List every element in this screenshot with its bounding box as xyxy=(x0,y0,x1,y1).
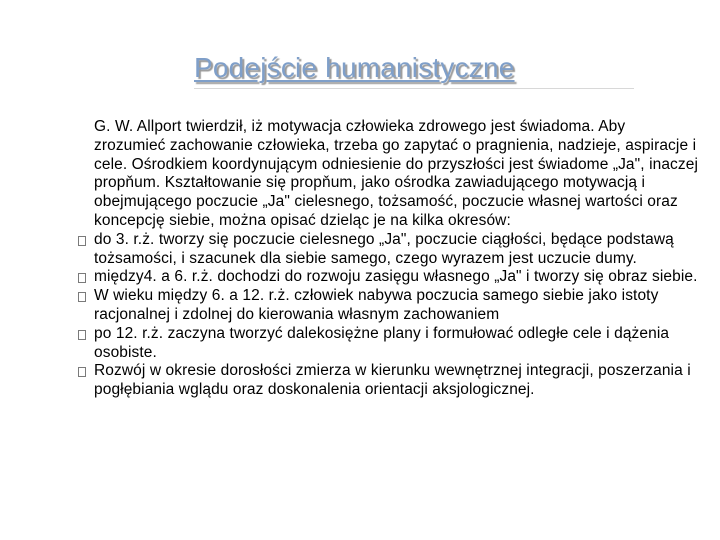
bullet-text-5: Rozwój w okresie dorosłości zmierza w kierunku wewnętrznej integracji, poszerzania i pogłębiania wglądu oraz doskonalenia orientacji aksjologicznej. xyxy=(94,362,691,399)
checkbox-square-icon xyxy=(78,292,86,302)
bullet-item-1 xyxy=(78,231,698,269)
bullet-text-1: do 3. r.ż. tworzy się poczucie cielesnego „Ja", poczucie ciągłości, będące podstawą tożsamości, i szacunek dla siebie samego, czego wyrazem jest uczucie dumy. xyxy=(94,230,674,267)
page-title: Podejście humanistyczne xyxy=(194,52,515,83)
checkbox-square-icon xyxy=(78,236,86,246)
intro-paragraph: G. W. Allport twierdził, iż motywacja człowieka zdrowego jest świadoma. Aby zrozumieć zachowanie człowieka, trzeba go zapytać o pragnienia, nadzieje, aspiracje i cele. Ośrodkiem koordynującym odniesienie do przyszłości jest świadome „Ja", inaczej propňum. Kształtowanie się propňum, jako ośrodka zawiadującego motywacją i obejmującego poczucie „Ja" cielesnego, tożsamość, poczucie własnej wartości oraz koncepcję siebie, można opisać dzieląc je na kilka okresów: xyxy=(94,118,699,229)
checkbox-square-icon xyxy=(78,330,86,340)
checkbox-square-icon xyxy=(78,273,86,283)
title-container xyxy=(194,50,634,86)
bullet-text-3: W wieku między 6. a 12. r.ż. człowiek nabywa poczucia samego siebie jako istoty racjonalnej i zdolnej do kierowania własnym zachowaniem xyxy=(94,287,659,323)
title-divider xyxy=(194,88,634,89)
bullet-text-2: między4. a 6. r.ż. dochodzi do rozwoju zasięgu własnego „Ja" i tworzy się obraz siebie. xyxy=(94,268,698,286)
bullet-item-2 xyxy=(78,268,698,287)
bullet-item-4 xyxy=(78,325,698,363)
bullet-item-5 xyxy=(78,362,698,400)
checkbox-square-icon xyxy=(78,367,86,377)
bullet-item-3 xyxy=(78,287,698,325)
content-body xyxy=(78,118,698,400)
bullet-text-4: po 12. r.ż. zaczyna tworzyć dalekosiężne plany i formułować odległe cele i dążenia osobiste. xyxy=(94,324,670,361)
